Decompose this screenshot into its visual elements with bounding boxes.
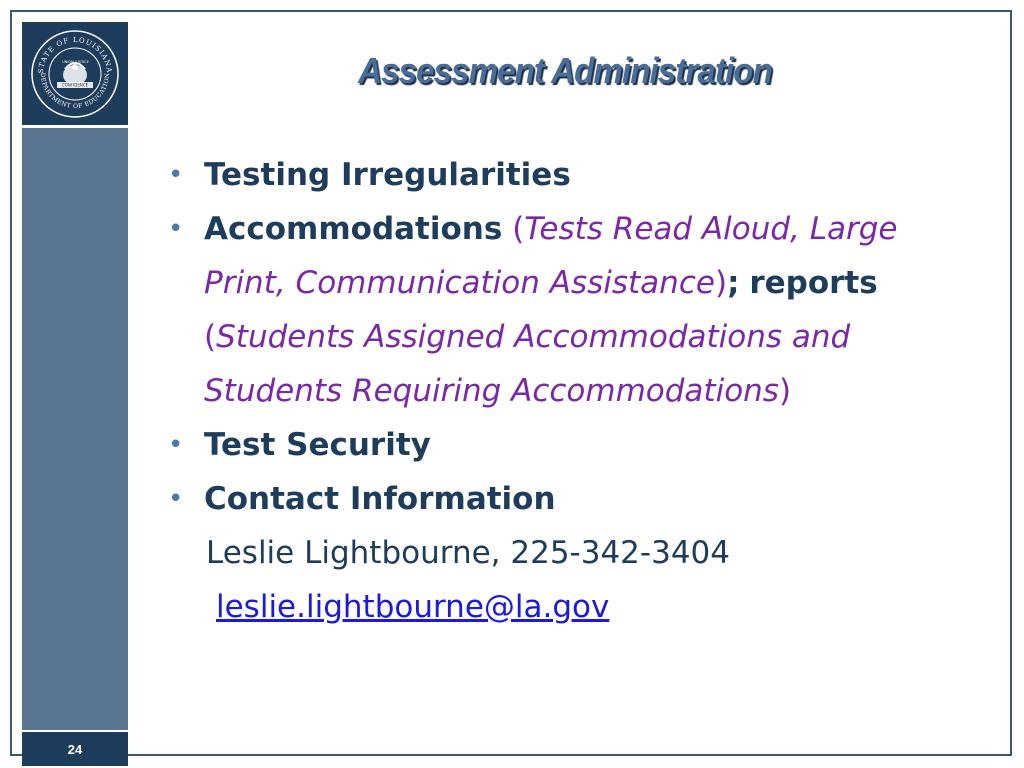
page-number: 24 xyxy=(22,732,128,766)
svg-text:STATE OF LOUISIANA: STATE OF LOUISIANA xyxy=(36,35,114,74)
svg-text:CONFIDENCE: CONFIDENCE xyxy=(61,82,89,87)
paren-close: ) xyxy=(778,373,792,409)
bullet-accommodations xyxy=(160,202,980,418)
bullet-testing-irregularities xyxy=(160,148,980,202)
reports-detail: Students Assigned Accommodations and Students Requiring Accommodations xyxy=(204,319,851,409)
slide-content xyxy=(160,148,980,634)
paren-open: ( xyxy=(512,211,525,247)
bullet-text: Test Security xyxy=(204,427,431,463)
sidebar xyxy=(22,22,128,757)
bullet-test-security xyxy=(160,418,980,472)
bullet-contact-information xyxy=(160,472,980,526)
paren-close: ) xyxy=(714,265,728,301)
accommodations-label: Accommodations xyxy=(204,211,503,247)
louisiana-seal-icon xyxy=(30,29,120,119)
paren-open: ( xyxy=(204,319,217,355)
email-link[interactable]: leslie.lightbourne@la.gov xyxy=(216,589,610,625)
svg-text:DEPARTMENT OF EDUCATION: DEPARTMENT OF EDUCATION xyxy=(38,71,112,110)
seal-logo-box xyxy=(22,22,128,125)
svg-text:UNION: UNION xyxy=(62,59,74,64)
contact-email xyxy=(160,580,980,634)
semicolon: ; xyxy=(727,265,740,301)
slide-title: Assessment Administration xyxy=(358,50,772,91)
svg-text:JUSTICE: JUSTICE xyxy=(75,59,89,64)
sidebar-panel xyxy=(22,128,128,730)
reports-label: reports xyxy=(749,265,878,301)
contact-name-phone: Leslie Lightbourne, 225-342-3404 xyxy=(206,535,730,571)
bullet-text: Contact Information xyxy=(204,481,556,517)
accommodations-detail: Tests Read Aloud, Large Print, Communication Assistance xyxy=(204,211,898,301)
bullet-text: Testing Irregularities xyxy=(204,157,571,193)
